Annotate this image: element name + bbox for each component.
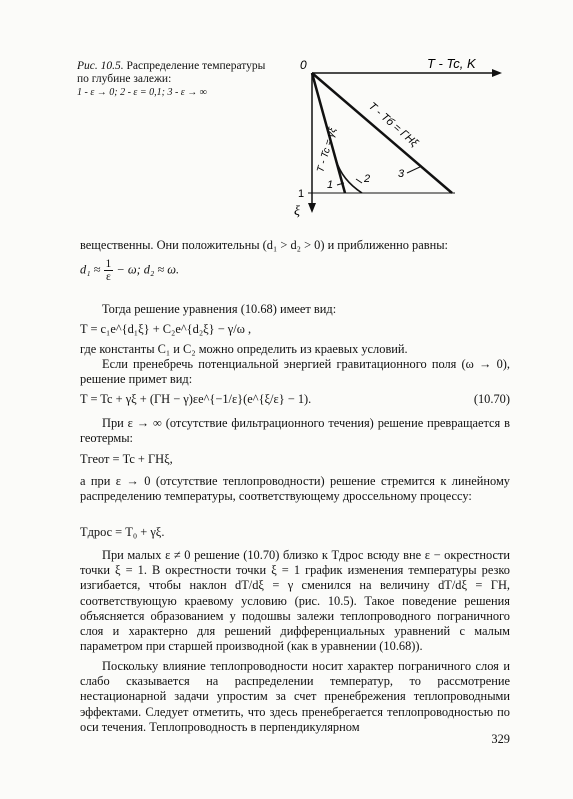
y-axis-label: ξ (294, 204, 300, 219)
equation-number-10-70: (10.70) (473, 392, 510, 406)
equation-geotherm: Tгеот = Tc + ΓHξ, (80, 452, 173, 466)
x-axis-label: T - Tc, K (427, 56, 476, 71)
paragraph-4: Если пренебречь потенциальной энергией гравитационного поля (ω → 0), решение примет вид: (80, 357, 510, 387)
curve-3-label: 3 (398, 168, 405, 180)
origin-label: 0 (300, 58, 307, 72)
x-axis-arrow (492, 69, 502, 77)
equation-10-70: T = Tc + γξ + (ΓH − γ)εe^{−1/ε}(e^{ξ/ε} − 1). (80, 392, 312, 406)
paragraph-8: Поскольку влияние теплопроводности носит характер пограничного слоя и слабо сказывается на распределении температур, то рассмотрение нестационарной задачи упростим за счет пренебрежения теплопроводными эффектами. Следует отметить, что здесь пренебрегается теплопроводностью по оси течения. Теплопроводность в перпендикулярном (80, 659, 510, 734)
equation-throttle: Tдрос = T₀ + γξ. (80, 525, 165, 539)
equation-d-denominator: ε (105, 271, 111, 283)
figure-caption (77, 60, 277, 99)
equation-solution: T = c₁e^{d₁ξ} + C₂e^{d₂ξ} − γ/ω , (80, 322, 252, 336)
paragraph-3: где константы C₁ и C₂ можно определить из краевых условий. (80, 342, 408, 356)
figure-title: Распределение температуры по глубине залежи: (77, 60, 266, 85)
y-tick-label: 1 (298, 188, 305, 200)
paragraph-5: При ε → ∞ (отсутствие фильтрационного течения) решение превращается в геотермы: (80, 416, 510, 446)
curve-1-label: 1 (327, 179, 334, 191)
paragraph-6: а при ε → 0 (отсутствие теплопроводности) решение стремится к линейному распределению температуры, соответствующему дроссельному процессу: (80, 474, 510, 504)
equation-d-fraction (104, 258, 114, 283)
page-number: 329 (491, 732, 510, 746)
y-axis-arrow (308, 203, 316, 213)
curve-2-label: 2 (364, 173, 371, 185)
throttle-label: T - Tc = γξ (315, 126, 339, 174)
curve-3-leader (407, 166, 422, 173)
paragraph-7: При малых ε ≠ 0 решение (10.70) близко к Tдрос всюду вне ε − окрестности точки ξ = 1. В окрестности точки ξ = 1 график изменения температуры резко изгибается, чтобы наклон dT/dξ = γ сменился на величину dT/dξ = ΓH, соответствующую краевому условию (рис. 10.5). Такое поведение решения объясняется образованием у подошвы залежи теплопроводного пограничного слоя и характерно для решений дифференциальных уравнений с малым параметром при старшей производной (как в уравнении (10.68)). (80, 548, 510, 654)
temperature-depth-figure (290, 55, 505, 225)
paragraph-2: Тогда решение уравнения (10.68) имеет вид: (102, 302, 337, 316)
equation-d-left: d₁ ≈ (80, 262, 101, 277)
figure-legend: 1 - ε → 0; 2 - ε = 0,1; 3 - ε → ∞ (77, 87, 207, 98)
equation-d-right: − ω; d₂ ≈ ω. (116, 262, 180, 277)
geotherm-label: T - Tб = ΓHξ (366, 100, 421, 150)
curve-2-leader (356, 179, 362, 183)
paragraph-1: вещественны. Они положительны (d₁ > d₂ > 0) и приближенно равны: (80, 238, 448, 252)
equation-d-numerator: 1 (105, 258, 112, 270)
equation-d (80, 258, 179, 283)
figure-number: Рис. 10.5. (77, 60, 124, 72)
